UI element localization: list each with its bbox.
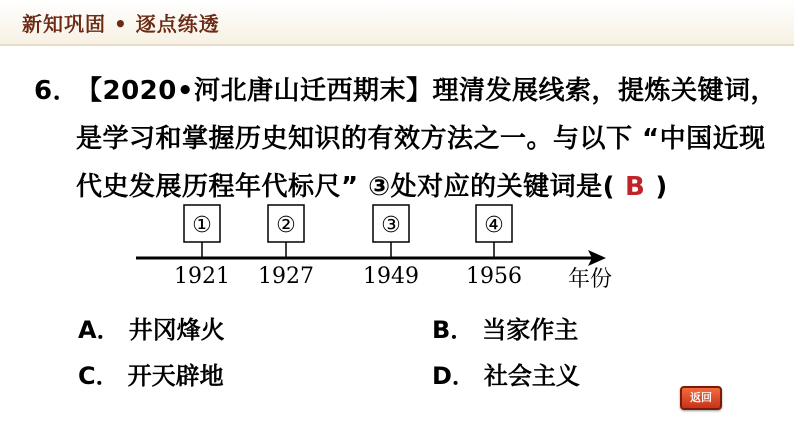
question-text-line-2: 是学习和掌握历史知识的有效方法之一。与以下 “中国近现 (76, 124, 766, 154)
option-b[interactable] (432, 310, 578, 345)
answer-text: B (625, 172, 646, 202)
marker-label-1: ① (192, 213, 212, 238)
return-button[interactable]: 返回 (680, 386, 722, 410)
section-title: 新知巩固 • 逐点练透 (22, 12, 220, 36)
timeline-marker-2 (258, 205, 314, 289)
timeline-marker-1 (174, 205, 230, 289)
timeline-marker-3 (363, 205, 419, 289)
question-number: 6． (34, 76, 80, 106)
option-a-letter: A． (78, 316, 121, 344)
option-d-text: 社会主义 (483, 362, 580, 390)
marker-label-3: ③ (381, 213, 401, 238)
option-a-text: 井冈烽火 (128, 316, 225, 344)
marker-label-4: ④ (484, 213, 504, 238)
axis-label: 年份 (567, 267, 613, 292)
option-b-text: 当家作主 (482, 316, 579, 344)
timeline-marker-4 (466, 205, 522, 289)
option-c-letter: C． (78, 362, 120, 390)
option-c[interactable] (78, 356, 224, 391)
year-label-3: 1949 (363, 264, 419, 289)
option-d-letter: D． (432, 362, 476, 390)
year-label-1: 1921 (174, 264, 230, 289)
marker-label-2: ② (276, 213, 296, 238)
option-a[interactable] (78, 310, 225, 345)
option-b-letter: B． (432, 316, 475, 344)
question-text-line-3: 代史发展历程年代标尺” ③处对应的关键词是( (76, 172, 616, 202)
option-d[interactable] (432, 356, 580, 391)
question-text-line-1: 【2020•河北唐山迁西期末】理清发展线索，提炼关键词， (76, 76, 777, 106)
year-label-2: 1927 (258, 264, 314, 289)
year-label-4: 1956 (466, 264, 522, 289)
option-c-text: 开天辟地 (127, 362, 224, 390)
question-text-line-3-end: ) (655, 172, 668, 202)
